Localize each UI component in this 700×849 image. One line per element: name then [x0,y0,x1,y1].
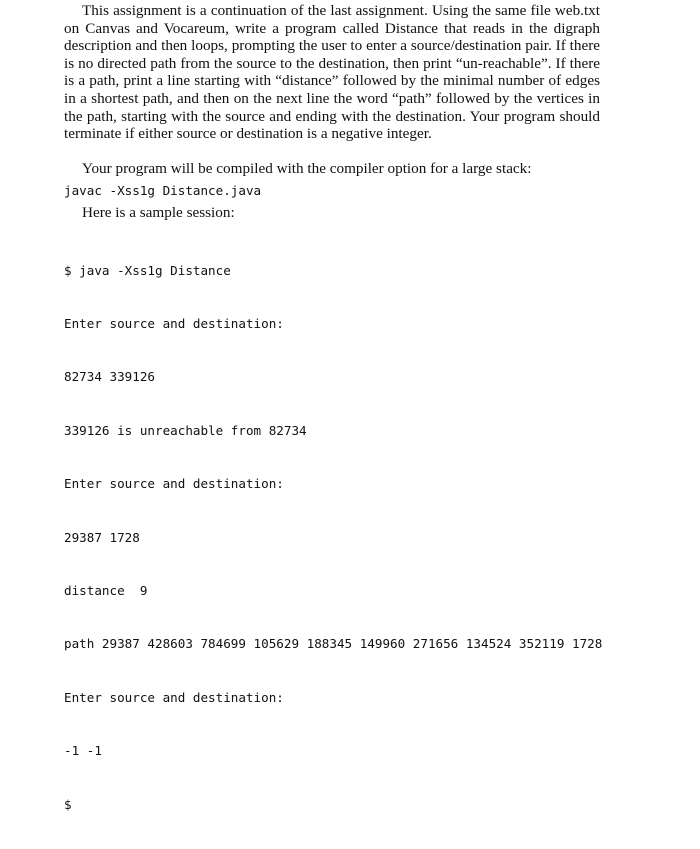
session-line: path 29387 428603 784699 105629 188345 149960 271656 134524 352119 1728 [64,636,603,652]
assignment-paragraph: This assignment is a continuation of the last assignment. Using the same file web.txt on Canvas and Vocareum, write a program called Distance that reads in the digraph description and then loops, prompting the user to enter a source/destination pair. If there is no directed path from the source to the destination, then print “un-reachable”. If there is a path, print a line starting with “distance” followed by the minimal number of edges in a shortest path, and then on the next line the word “path” followed by the vertices in the path, starting with the source and ending with the destination. Your program should terminate if either source or destination is a negative integer. [64,2,600,143]
session-line: 82734 339126 [64,369,155,385]
session-line: $ [64,796,72,812]
session-line: Enter source and destination: [64,476,284,492]
session-line: $ java -Xss1g Distance [64,262,231,278]
sample-session [64,226,602,849]
session-line: Enter source and destination: [64,315,284,331]
sample-session-intro: Here is a sample session: [82,204,235,221]
session-line: Enter source and destination: [64,689,284,705]
session-line: 339126 is unreachable from 82734 [64,422,307,438]
compile-command: javac -Xss1g Distance.java [64,183,262,198]
session-line: distance 9 [64,582,148,598]
session-line: 29387 1728 [64,529,140,545]
session-line: -1 -1 [64,743,102,759]
compile-note: Your program will be compiled with the compiler option for a large stack: [82,160,532,177]
